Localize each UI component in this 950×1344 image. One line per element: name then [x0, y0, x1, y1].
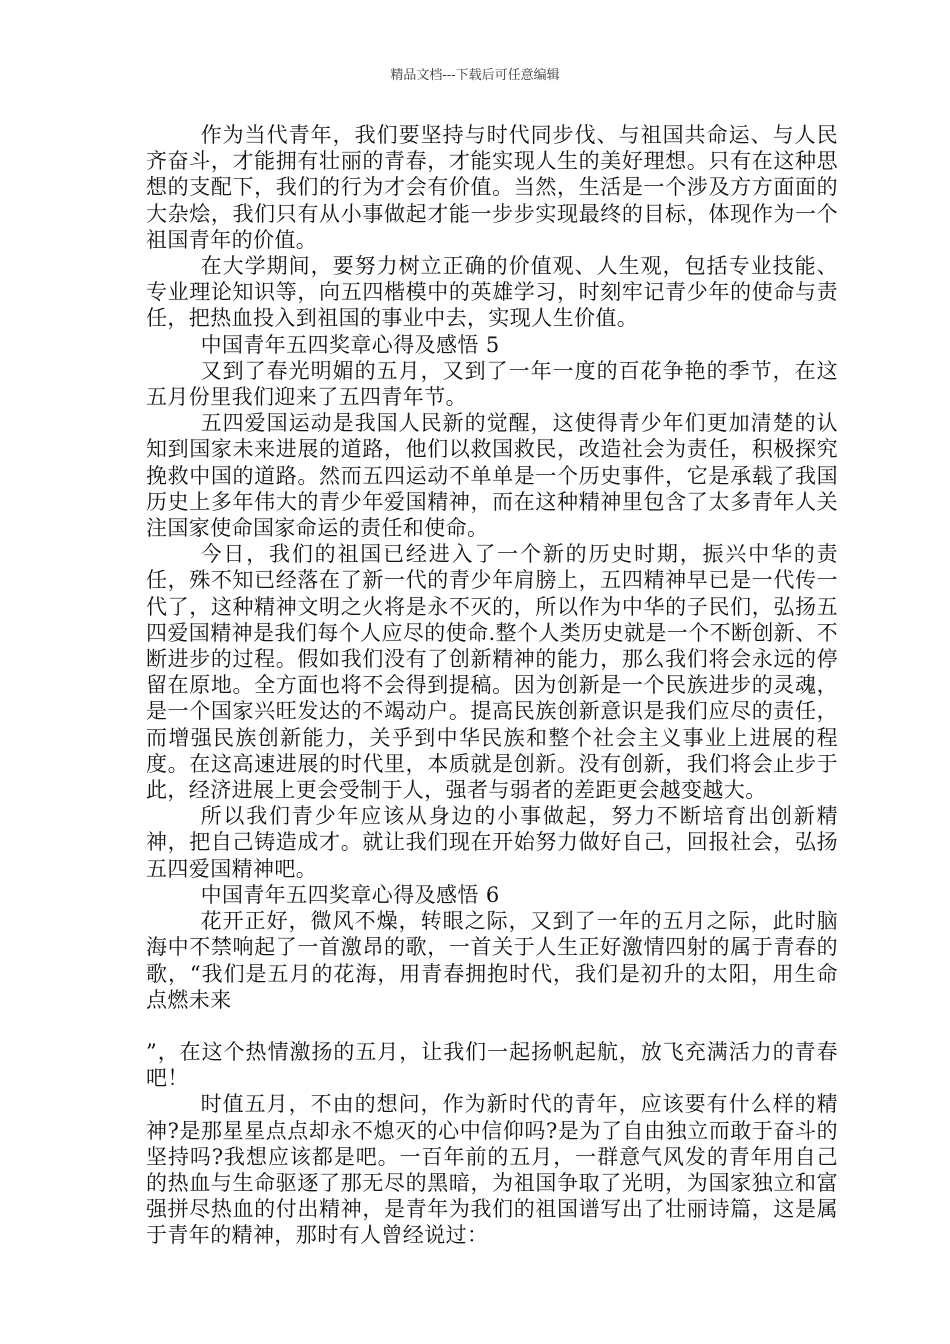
- paragraph-quote-continuation: ”，在这个热情激扬的五月，让我们一起扬帆起航，放飞充满活力的青春吧！: [146, 1039, 838, 1091]
- section-heading-5: 中国青年五四奖章心得及感悟 5: [200, 332, 500, 357]
- paragraph-youth-action: 所以我们青少年应该从身边的小事做起，努力不断培育出创新精神，把自己铸造成才。就让我们现在开始努力做好自己，回报社会，弘扬五四爱国精神吧。: [146, 804, 838, 881]
- paragraph-flowers-bloom: 花开正好，微风不燥，转眼之际，又到了一年的五月之际，此时脑海中不禁响起了一首激昂的歌，一首关于人生正好激情四射的属于青春的歌，“我们是五月的花海，用青春拥抱时代，我们是初升的太阳，用生命点燃未来: [146, 909, 838, 1012]
- paragraph-youth-spirit: 时值五月，不由的想问，作为新时代的青年，应该要有什么样的精神?是那星星点点却永不熄灭的心中信仰吗?是为了自由独立而敢于奋斗的坚持吗?我想应该都是吧。一百年前的五月，一群意气风发的青年用自己的热血与生命驱逐了那无尽的黑暗，为祖国争取了光明，为国家独立和富强拼尽热血的付出精神，是青年为我们的祖国谱写出了壮丽诗篇，这是属于青年的精神，那时有人曾经说过：: [146, 1092, 838, 1248]
- document-body: [146, 122, 838, 1249]
- section-heading-6: 中国青年五四奖章心得及感悟 6: [200, 882, 500, 907]
- paragraph-may-season: 又到了春光明媚的五月，又到了一年一度的百花争艳的季节，在这五月份里我们迎来了五四青年节。: [146, 358, 838, 410]
- paragraph-university-period: 在大学期间，要努力树立正确的价值观、人生观，包括专业技能、专业理论知识等，向五四楷模中的英雄学习，时刻牢记青少年的使命与责任，把热血投入到祖国的事业中去，实现人生价值。: [146, 254, 838, 331]
- paragraph-innovation: 今日，我们的祖国已经进入了一个新的历史时期，振兴中华的责任，殊不知已经落在了新一代的青少年肩膀上，五四精神早已是一代传一代了，这种精神文明之火将是永不灭的，所以作为中华的子民们，弘扬五四爱国精神是我们每个人应尽的使命.整个人类历史就是一个不断创新、不断进步的过程。假如我们没有了创新精神的能力，那么我们将会永远的停留在原地。全方面也将不会得到提稿。因为创新是一个民族进步的灵魂，是一个国家兴旺发达的不竭动户。提高民族创新意识是我们应尽的责任，而增强民族创新能力，关乎到中华民族和整个社会主义事业上进展的程度。在这高速进展的时代里，本质就是创新。没有创新，我们将会止步于此，经济进展上更会受制于人，强者与弱者的差距更会越变越大。: [146, 542, 838, 803]
- blank-line: [146, 1013, 838, 1039]
- page-header: 精品文档---下载后可任意编辑: [390, 68, 560, 83]
- paragraph-may-fourth-movement: 五四爱国运动是我国人民新的觉醒，这使得青少年们更加清楚的认知到国家未来进展的道路，他们以救国救民，改造社会为责任，积极探究挽救中国的道路。然而五四运动不单单是一个历史事件，它是承载了我国历史上多年伟大的青少年爱国精神，而在这种精神里包含了太多青年人关注国家使命国家命运的责任和使命。: [146, 411, 838, 541]
- paragraph-youth-values: 作为当代青年，我们要坚持与时代同步伐、与祖国共命运、与人民齐奋斗，才能拥有壮丽的青春，才能实现人生的美好理想。只有在这种思想的支配下，我们的行为才会有价值。当然，生活是一个涉及方方面面的大杂烩，我们只有从小事做起才能一步步实现最终的目标，体现作为一个祖国青年的价值。: [146, 123, 838, 252]
